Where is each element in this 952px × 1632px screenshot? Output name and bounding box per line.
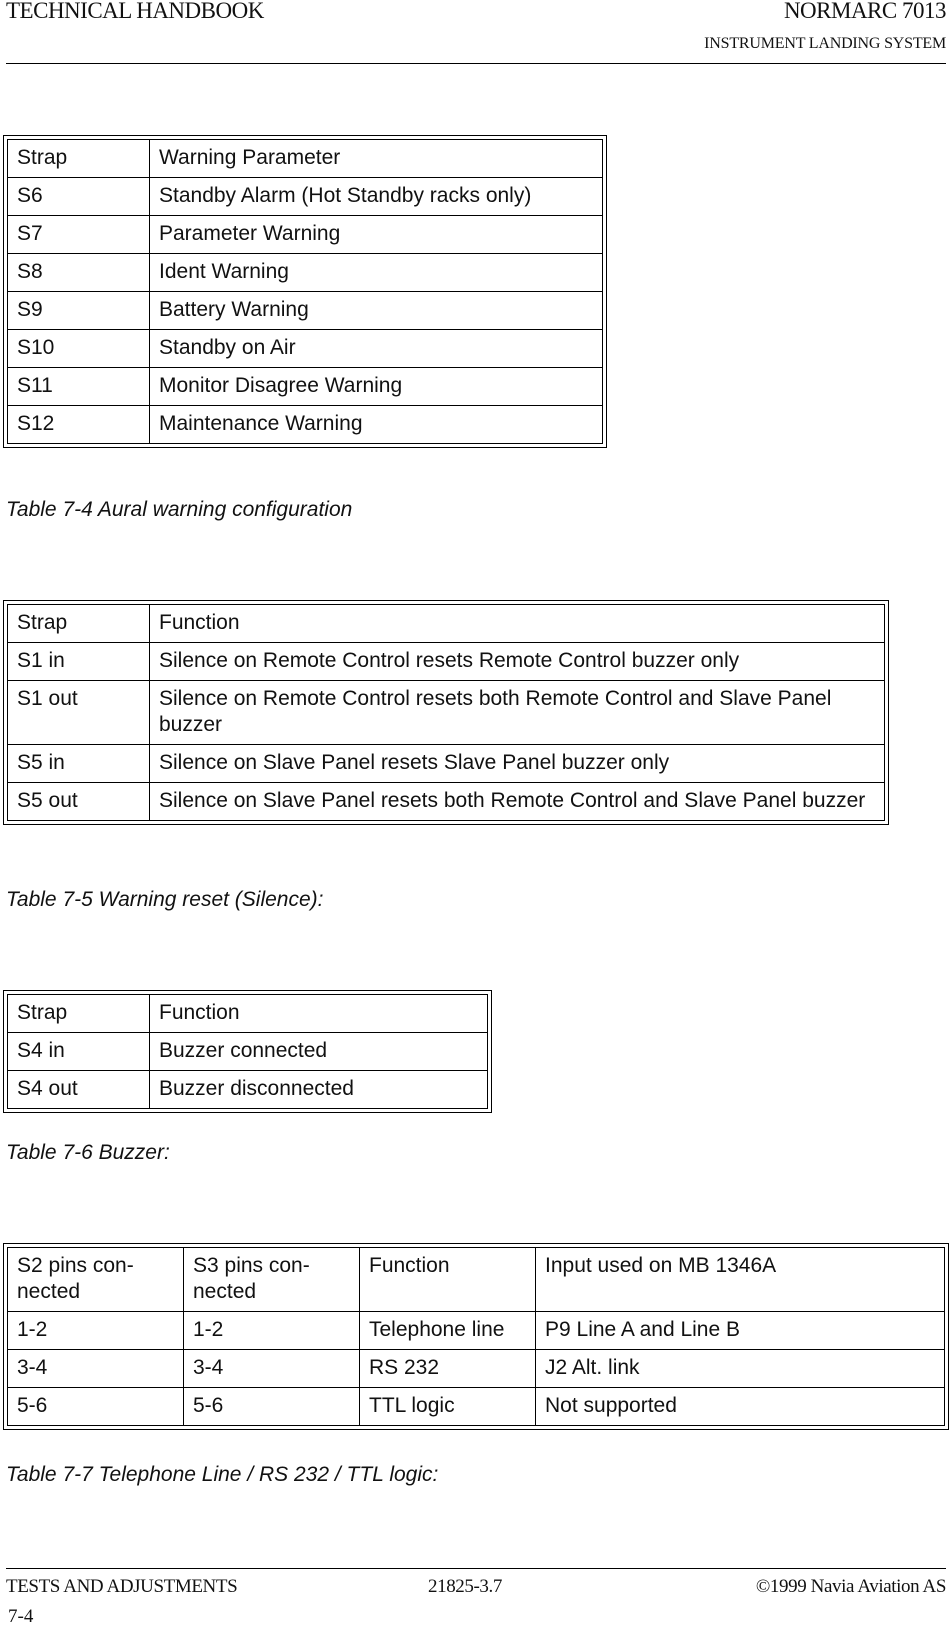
table-cell: S5 in xyxy=(8,745,150,783)
table-row xyxy=(8,330,603,368)
table-cell: S12 xyxy=(8,406,150,444)
table-cell: Maintenance Warning xyxy=(150,406,603,444)
table-cell: Standby Alarm (Hot Standby racks only) xyxy=(150,178,603,216)
table-cell: Monitor Disagree Warning xyxy=(150,368,603,406)
table-cell: J2 Alt. link xyxy=(536,1350,945,1388)
table-cell: S2 pins con-nected xyxy=(8,1248,184,1312)
table-cell: S1 out xyxy=(8,681,150,745)
table-7-4 xyxy=(3,135,607,448)
table-cell: S4 out xyxy=(8,1071,150,1109)
header-system-name: INSTRUMENT LANDING SYSTEM xyxy=(704,35,946,52)
table-cell: Silence on Remote Control resets Remote Control buzzer only xyxy=(150,643,885,681)
table-row xyxy=(8,368,603,406)
table-cell: Function xyxy=(360,1248,536,1312)
table-row xyxy=(8,745,885,783)
table-cell: Strap xyxy=(8,140,150,178)
table-row xyxy=(8,1350,945,1388)
table-row xyxy=(8,1033,488,1071)
table-7-7 xyxy=(3,1243,949,1430)
table-cell: RS 232 xyxy=(360,1350,536,1388)
table-7-6 xyxy=(3,990,492,1113)
table-cell: 3-4 xyxy=(8,1350,184,1388)
footer-copyright: ©1999 Navia Aviation AS xyxy=(755,1576,946,1597)
table-cell: Strap xyxy=(8,995,150,1033)
header-product-name: NORMARC 7013 xyxy=(783,0,946,23)
table-row xyxy=(8,178,603,216)
header-handbook-title: TECHNICAL HANDBOOK xyxy=(6,0,264,23)
footer-document-number: 21825-3.7 xyxy=(428,1576,502,1597)
table-caption: Table 7-5 Warning reset (Silence): xyxy=(6,888,324,911)
table-cell: 5-6 xyxy=(184,1388,360,1426)
table-cell: Warning Parameter xyxy=(150,140,603,178)
table-cell: Strap xyxy=(8,605,150,643)
table-cell: P9 Line A and Line B xyxy=(536,1312,945,1350)
table-caption: Table 7-6 Buzzer: xyxy=(6,1141,170,1164)
table-cell: S11 xyxy=(8,368,150,406)
table-cell: Input used on MB 1346A xyxy=(536,1248,945,1312)
table-row xyxy=(8,1388,945,1426)
table-cell: S7 xyxy=(8,216,150,254)
table-cell: Silence on Remote Control resets both Remote Control and Slave Panel buzzer xyxy=(150,681,885,745)
table-cell: S8 xyxy=(8,254,150,292)
table-cell: Battery Warning xyxy=(150,292,603,330)
table-row xyxy=(8,140,603,178)
table-row xyxy=(8,605,885,643)
table-cell: Standby on Air xyxy=(150,330,603,368)
table-row xyxy=(8,1312,945,1350)
table-cell: 1-2 xyxy=(184,1312,360,1350)
page-number: 7-4 xyxy=(8,1606,34,1627)
header-rule xyxy=(6,63,946,64)
table-cell: Silence on Slave Panel resets both Remote Control and Slave Panel buzzer xyxy=(150,783,885,821)
table-cell: Function xyxy=(150,605,885,643)
footer-section-title: TESTS AND ADJUSTMENTS xyxy=(6,1576,238,1597)
table-row xyxy=(8,254,603,292)
table-row xyxy=(8,406,603,444)
table-row xyxy=(8,292,603,330)
footer-rule xyxy=(6,1568,946,1569)
table-cell: Telephone line xyxy=(360,1312,536,1350)
table-cell: Ident Warning xyxy=(150,254,603,292)
table-cell: TTL logic xyxy=(360,1388,536,1426)
table-row xyxy=(8,783,885,821)
table-cell: S4 in xyxy=(8,1033,150,1071)
table-cell: S9 xyxy=(8,292,150,330)
table-cell: Buzzer connected xyxy=(150,1033,488,1071)
table-cell: Buzzer disconnected xyxy=(150,1071,488,1109)
table-row xyxy=(8,216,603,254)
table-row xyxy=(8,1248,945,1312)
table-cell: S1 in xyxy=(8,643,150,681)
table-row xyxy=(8,643,885,681)
table-cell: S6 xyxy=(8,178,150,216)
table-cell: Not supported xyxy=(536,1388,945,1426)
table-row xyxy=(8,1071,488,1109)
table-cell: S3 pins con-nected xyxy=(184,1248,360,1312)
table-cell: 1-2 xyxy=(8,1312,184,1350)
table-cell: 3-4 xyxy=(184,1350,360,1388)
table-row xyxy=(8,681,885,745)
table-cell: Parameter Warning xyxy=(150,216,603,254)
table-cell: S10 xyxy=(8,330,150,368)
table-7-5 xyxy=(3,600,889,825)
table-cell: 5-6 xyxy=(8,1388,184,1426)
table-caption: Table 7-4 Aural warning configuration xyxy=(6,498,353,521)
table-cell: Silence on Slave Panel resets Slave Panel buzzer only xyxy=(150,745,885,783)
table-cell: Function xyxy=(150,995,488,1033)
table-caption: Table 7-7 Telephone Line / RS 232 / TTL logic: xyxy=(6,1463,439,1486)
table-cell: S5 out xyxy=(8,783,150,821)
table-row xyxy=(8,995,488,1033)
